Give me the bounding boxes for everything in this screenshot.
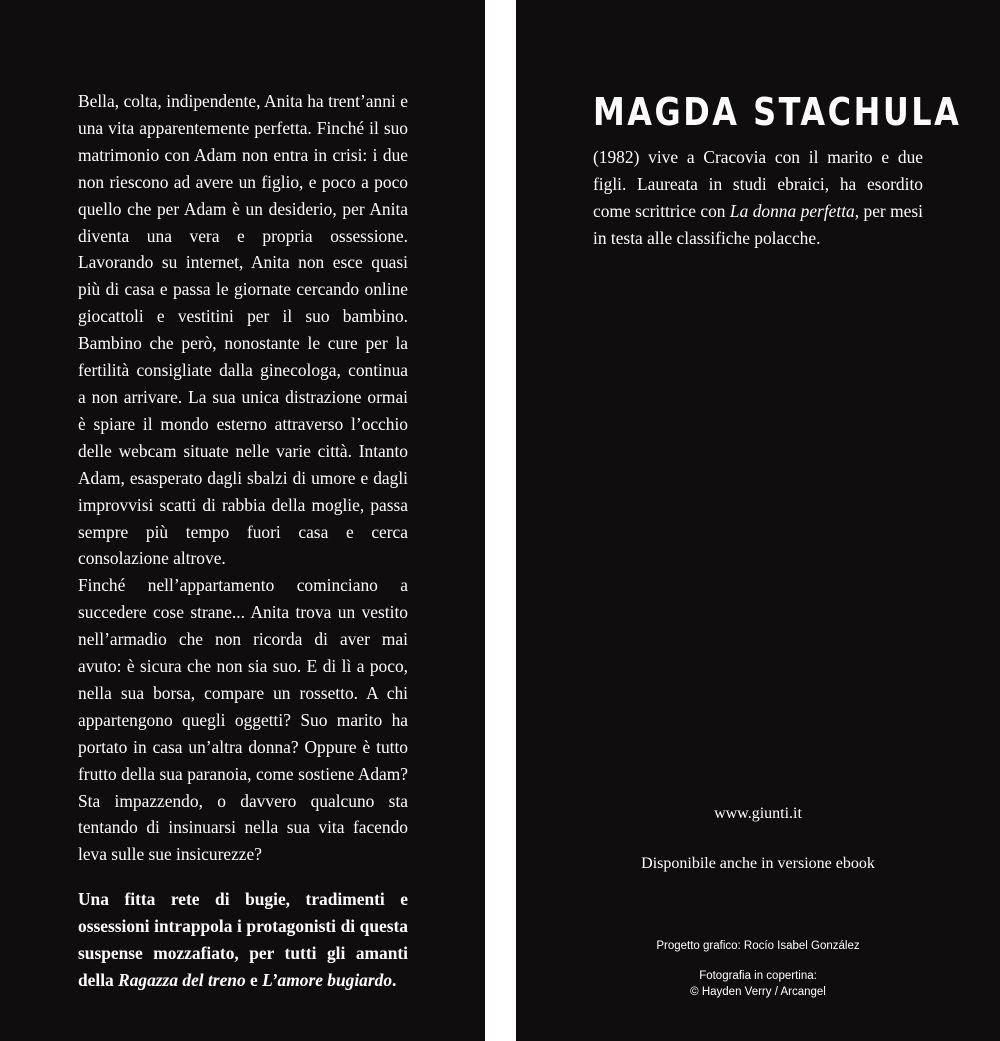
tagline-title-1: Ragazza del treno xyxy=(118,970,246,990)
synopsis-paragraph-1: Bella, colta, indipendente, Anita ha trent’anni e una vita apparentemente perfetta. Finché il suo matrimonio con Adam non entra in crisi: i due non riescono ad avere un figlio, e poco a poco quello che per Adam è un desiderio, per Anita diventa una vera e propria ossessione. Lavorando su internet, Anita non esce quasi più di casa e passa le giornate cercando online giocattoli e vestitini per il suo bambino. Bambino che però, nonostante le cure per la fertilità consigliate dalla ginecologa, continua a non arrivare. La sua unica distrazione ormai è spiare il mondo esterno attraverso l’occhio delle webcam situate nelle varie città. Intanto Adam, esasperato dagli sbalzi di umore e dagli improvvisi scatti di rabbia della moglie, passa sempre più tempo fuori casa e cerca consolazione altrove. xyxy=(78,91,408,569)
tagline xyxy=(78,886,408,994)
author-name: MAGDA STACHULA xyxy=(593,90,962,134)
ebook-note: Disponibile anche in versione ebook xyxy=(641,855,875,872)
left-flap xyxy=(0,0,485,1041)
bio-book-title: La donna perfetta xyxy=(729,200,855,221)
photo-credit-name: © Hayden Verry / Arcangel xyxy=(690,986,826,998)
synopsis xyxy=(78,88,408,994)
photo-credit-label: Fotografia in copertina: xyxy=(699,970,817,982)
author-bio xyxy=(593,144,923,252)
bio-part-2: , per mesi in testa alle classifiche polacche. xyxy=(593,200,924,248)
tagline-intro: Una fitta rete di bugie, tradimenti e ossessioni intrappola i protagonisti di questa suspense mozzafiato, per tutti gli amanti della xyxy=(78,889,408,990)
publisher-website: www.giunti.it xyxy=(714,805,802,822)
tagline-end: . xyxy=(392,970,397,990)
design-credit: Progetto grafico: Rocío Isabel González xyxy=(656,940,860,952)
tagline-title-2: L’amore bugiardo xyxy=(262,970,393,990)
synopsis-paragraph-2: Finché nell’appartamento cominciano a succedere cose strane... Anita trova un vestito nell’armadio che non ricorda di aver mai avuto: è sicura che non sia suo. E di lì a poco, nella sua borsa, compare un rossetto. A chi appartengono quegli oggetti? Suo marito ha portato in casa un’altra donna? Oppure è tutto frutto della sua paranoia, come sostiene Adam? Sta impazzendo, o davvero qualcuno sta tentando di insinuarsi nella sua vita facendo leva sulle sue insicurezze? xyxy=(78,575,408,865)
bio-part-1: (1982) vive a Cracovia con il marito e due figli. Laureata in studi ebraici, ha esordito come scrittrice con xyxy=(593,147,923,221)
right-flap xyxy=(516,0,1000,1041)
tagline-conjunction: e xyxy=(245,970,263,990)
